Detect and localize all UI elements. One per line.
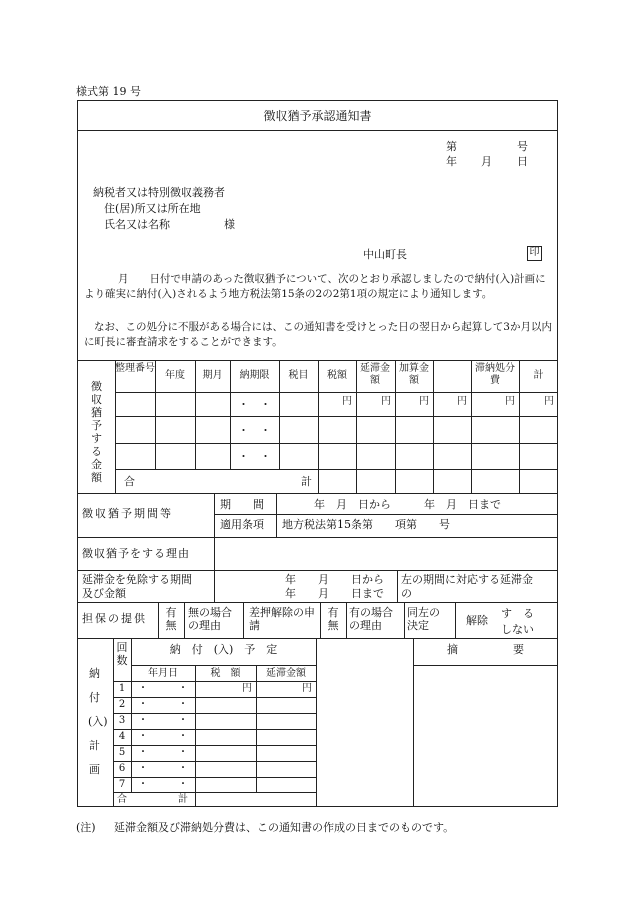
plan-total-left: 合	[117, 794, 127, 805]
unit-yen: 円	[544, 396, 554, 407]
divider	[184, 602, 185, 638]
divider	[115, 469, 558, 470]
plan-total-right: 計	[178, 794, 188, 805]
divider	[77, 130, 558, 131]
due-date-dots: ・ ・	[238, 424, 271, 437]
divider	[77, 638, 558, 639]
note-mark: (注)	[76, 821, 96, 834]
row-number: 4	[118, 731, 126, 742]
row-number: 2	[118, 699, 126, 710]
header-nendo: 年度	[165, 370, 185, 381]
divider	[113, 777, 316, 778]
number-gou: 号	[517, 140, 528, 153]
header-kigetsu: 期月	[202, 370, 223, 381]
exemption-note-2: の	[401, 587, 412, 600]
ari-reason: 有の場合の理由	[349, 606, 393, 632]
divider	[214, 537, 215, 570]
tekiyou-header: 摘 要	[447, 643, 524, 656]
address-label: 住(居)所又は所在地	[104, 202, 201, 215]
header-kasankin: 加算金額	[399, 363, 429, 386]
date-hi: 日	[517, 155, 528, 168]
divider	[276, 493, 277, 537]
header-tainou-shobunhi: 滞納処分費	[475, 363, 515, 386]
divider	[214, 493, 215, 537]
kaijo-shinai: しない	[501, 623, 534, 636]
header-zeigaku: 税額	[327, 370, 347, 381]
row-number: 7	[118, 779, 126, 790]
exemption-label-1: 延滞金を免除する期間	[82, 573, 192, 586]
row-date-dots: ・ ・	[138, 731, 188, 742]
body-paragraph-1: 月 日付で申請のあった徴収猶予について、次のとおり承認しましたので納付(入)計画により確実に納付(入)されるよう地方税法第15条の2の2第1項の規定により通知します。	[84, 273, 546, 300]
security-label: 担保の提供	[82, 612, 147, 625]
unit-yen: 円	[342, 396, 352, 407]
col-tax-header: 税 額	[210, 668, 241, 679]
exemption-from: 年 月 日から	[285, 573, 384, 586]
divider	[77, 602, 558, 603]
divider	[395, 360, 396, 493]
row-number: 1	[118, 683, 126, 694]
sama-honorific: 様	[224, 218, 235, 231]
due-date-dots: ・ ・	[238, 450, 271, 463]
header-kei: 計	[533, 370, 544, 381]
kaijo-label: 解除	[466, 614, 488, 627]
unit-yen: 円	[505, 396, 515, 407]
unit-yen: 円	[419, 396, 429, 407]
issuer-name: 中山町長	[363, 248, 407, 261]
row-date-dots: ・ ・	[138, 779, 188, 790]
divider	[113, 792, 316, 793]
divider	[77, 570, 558, 571]
umu-2: 有無	[327, 606, 339, 632]
divider	[113, 697, 316, 698]
row-number: 5	[118, 747, 126, 758]
col-date-header: 年月日	[148, 668, 178, 679]
plan-side-label: 納付(入)計画	[88, 667, 108, 776]
total-label-right: 計	[301, 475, 312, 488]
divider	[115, 392, 558, 393]
sashiosae-kaijo: 差押解除の申請	[249, 606, 315, 632]
exemption-label-2: 及び金額	[82, 587, 126, 600]
divider	[413, 638, 414, 807]
divider	[356, 360, 357, 493]
row-date-dots: ・ ・	[138, 715, 188, 726]
exemption-to: 年 月 日まで	[285, 587, 384, 600]
row-date-dots: ・ ・	[138, 683, 188, 694]
reason-label: 徴収猶予をする理由	[82, 547, 190, 560]
kaisu-header: 回数	[116, 641, 128, 667]
taxpayer-type: 納税者又は特別徴収義務者	[93, 186, 225, 199]
row-date-dots: ・ ・	[138, 763, 188, 774]
amount-side-label: 徴収猶予する金額	[91, 380, 102, 484]
number-dai: 第	[446, 140, 457, 153]
total-label-left: 合	[124, 475, 135, 488]
divider	[471, 360, 472, 493]
form-number-label: 様式第 19 号	[76, 85, 141, 98]
divider	[214, 570, 215, 602]
unit-yen: 円	[457, 396, 467, 407]
date-nen: 年	[446, 155, 457, 168]
divider	[455, 602, 456, 638]
row-date-dots: ・ ・	[138, 699, 188, 710]
divider	[115, 360, 116, 493]
seal-mark: 印	[527, 246, 542, 261]
col-delay-header: 延滞金額	[266, 668, 306, 679]
divider	[316, 638, 317, 807]
header-entaikin: 延滞金額	[360, 363, 390, 386]
header-noukigen: 納期限	[239, 370, 270, 381]
divider	[115, 443, 558, 444]
nashi-reason: 無の場合の理由	[188, 606, 232, 632]
due-date-dots: ・ ・	[238, 398, 271, 411]
row-delay-unit: 円	[302, 683, 312, 694]
divider	[404, 602, 405, 638]
row-tax-unit: 円	[242, 683, 252, 694]
divider	[413, 665, 558, 666]
divider	[113, 713, 316, 714]
row-date-dots: ・ ・	[138, 747, 188, 758]
divider	[115, 416, 558, 417]
exemption-note-1: 左の期間に対応する延滞金	[401, 573, 533, 586]
body-paragraph-2: なお、この処分に不服がある場合には、この通知書を受けとった日の翌日から起算して3か月以内に町長に審査請求をすることができます。	[84, 321, 552, 348]
divider	[77, 537, 558, 538]
divider	[113, 745, 316, 746]
kaijo-suru: す る	[501, 607, 534, 620]
header-zeimoku: 税目	[288, 370, 309, 381]
header-seiri-bangou: 整理番号	[115, 363, 155, 374]
divider	[433, 360, 434, 493]
divider	[131, 665, 316, 666]
divider	[77, 493, 558, 494]
divider	[243, 602, 244, 638]
divider	[113, 761, 316, 762]
kikan-label: 期 間	[220, 498, 264, 511]
period-label: 徴収猶予期間等	[82, 507, 173, 520]
divider	[397, 570, 398, 602]
jokou-label: 適用条項	[220, 518, 264, 531]
divider	[214, 514, 558, 515]
date-tsuki: 月	[481, 155, 492, 168]
divider	[113, 681, 316, 682]
kikan-value: 年 月 日から 年 月 日まで	[314, 498, 501, 511]
note-text: 延滞金額及び滞納処分費は、この通知書の作成の日までのものです。	[114, 821, 455, 834]
row-number: 6	[118, 763, 126, 774]
unit-yen: 円	[381, 396, 391, 407]
document-title: 徴収猶予承認通知書	[263, 109, 372, 123]
name-label: 氏名又は名称	[104, 218, 170, 231]
row-number: 3	[118, 715, 126, 726]
divider	[346, 602, 347, 638]
jokou-value: 地方税法第15条第 項第 号	[282, 518, 450, 531]
yotei-header: 納 付 (入) 予 定	[169, 643, 278, 656]
umu-1: 有無	[165, 606, 177, 632]
divider	[113, 729, 316, 730]
doukou-kettei: 同左の決定	[407, 606, 440, 632]
